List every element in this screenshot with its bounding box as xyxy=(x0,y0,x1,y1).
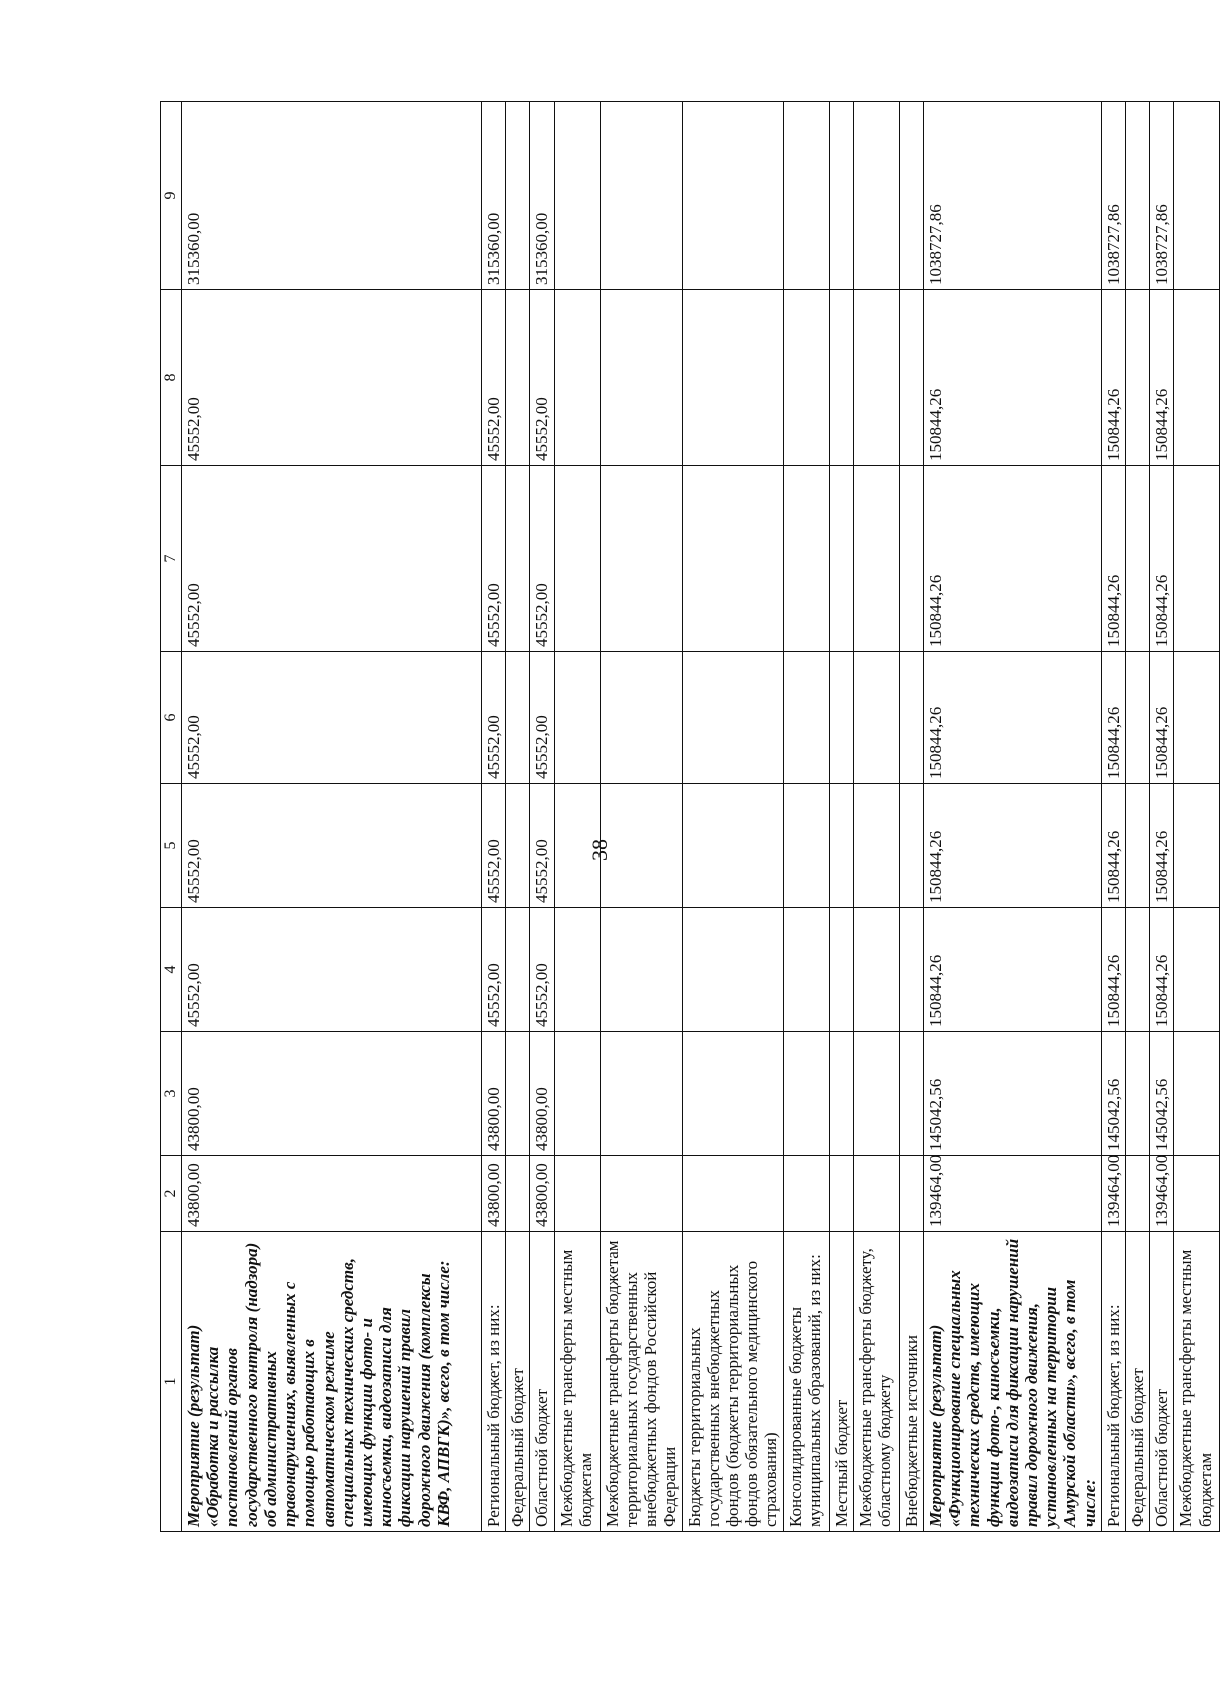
column-number-header: 9 xyxy=(161,102,182,290)
amount-cell xyxy=(829,1032,853,1156)
table-row xyxy=(1125,102,1149,1532)
amount-cell: 150844,26 xyxy=(923,652,1101,784)
budget-source-cell: Межбюджетные трансферты бюджету, областному бюджету xyxy=(853,1232,899,1532)
column-number-header: 4 xyxy=(161,908,182,1032)
amount-cell: 150844,26 xyxy=(1101,466,1125,652)
amount-cell: 150844,26 xyxy=(1150,784,1174,908)
amount-cell xyxy=(783,1156,829,1232)
amount-cell: 150844,26 xyxy=(1150,908,1174,1032)
amount-cell xyxy=(506,784,530,908)
amount-cell xyxy=(506,1156,530,1232)
amount-cell xyxy=(506,466,530,652)
budget-source-cell: Областной бюджет xyxy=(1150,1232,1174,1532)
amount-cell xyxy=(783,1032,829,1156)
amount-cell xyxy=(1125,102,1149,290)
amount-cell: 43800,00 xyxy=(482,1156,506,1232)
column-number-header: 2 xyxy=(161,1156,182,1232)
amount-cell xyxy=(899,102,923,290)
amount-cell xyxy=(829,784,853,908)
amount-cell: 45552,00 xyxy=(182,466,482,652)
amount-cell xyxy=(899,652,923,784)
budget-source-cell: Региональный бюджет, из них: xyxy=(482,1232,506,1532)
amount-cell xyxy=(600,652,682,784)
amount-cell xyxy=(829,466,853,652)
amount-cell xyxy=(829,1156,853,1232)
budget-source-cell: Федеральный бюджет xyxy=(1125,1232,1149,1532)
amount-cell xyxy=(783,908,829,1032)
budget-source-cell: Внебюджетные источники xyxy=(899,1232,923,1532)
amount-cell: 150844,26 xyxy=(1150,466,1174,652)
amount-cell xyxy=(829,652,853,784)
amount-cell xyxy=(554,1032,600,1156)
amount-cell xyxy=(853,652,899,784)
amount-cell xyxy=(783,652,829,784)
amount-cell: 150844,26 xyxy=(923,466,1101,652)
amount-cell: 45552,00 xyxy=(182,784,482,908)
amount-cell xyxy=(1174,102,1220,290)
column-number-header: 3 xyxy=(161,1032,182,1156)
amount-cell xyxy=(829,290,853,466)
amount-cell: 315360,00 xyxy=(530,102,554,290)
amount-cell xyxy=(682,652,783,784)
amount-cell xyxy=(600,102,682,290)
table-row xyxy=(923,102,1101,1532)
page-number: 38 xyxy=(587,839,612,861)
budget-source-cell: Межбюджетные трансферты местным бюджетам xyxy=(1174,1232,1220,1532)
budget-table xyxy=(160,101,1220,1532)
amount-cell: 150844,26 xyxy=(1101,784,1125,908)
amount-cell xyxy=(829,908,853,1032)
amount-cell: 150844,26 xyxy=(923,908,1101,1032)
amount-cell: 45552,00 xyxy=(530,652,554,784)
amount-cell xyxy=(1125,466,1149,652)
table-row xyxy=(600,102,682,1532)
amount-cell xyxy=(1125,290,1149,466)
amount-cell: 45552,00 xyxy=(482,908,506,1032)
amount-cell xyxy=(554,466,600,652)
amount-cell: 1038727,86 xyxy=(923,102,1101,290)
amount-cell xyxy=(554,784,600,908)
table-row xyxy=(554,102,600,1532)
amount-cell xyxy=(1125,1156,1149,1232)
amount-cell: 45552,00 xyxy=(182,290,482,466)
amount-cell xyxy=(1174,1156,1220,1232)
column-number-header: 8 xyxy=(161,290,182,466)
amount-cell: 45552,00 xyxy=(182,652,482,784)
budget-source-cell: Консолидированные бюджеты муниципальных образований, из них: xyxy=(783,1232,829,1532)
budget-source-cell: Межбюджетные трансферты бюджетам территориальных государственных внебюджетных фондов Российской Федерации xyxy=(600,1232,682,1532)
table-row xyxy=(530,102,554,1532)
amount-cell xyxy=(600,290,682,466)
amount-cell xyxy=(1125,1032,1149,1156)
amount-cell xyxy=(506,652,530,784)
amount-cell xyxy=(506,102,530,290)
amount-cell xyxy=(1125,652,1149,784)
amount-cell: 150844,26 xyxy=(923,784,1101,908)
amount-cell xyxy=(899,1032,923,1156)
amount-cell: 150844,26 xyxy=(1150,290,1174,466)
amount-cell: 45552,00 xyxy=(530,466,554,652)
amount-cell xyxy=(1125,908,1149,1032)
amount-cell xyxy=(899,290,923,466)
amount-cell xyxy=(1174,466,1220,652)
table-row xyxy=(1101,102,1125,1532)
column-number-header: 7 xyxy=(161,466,182,652)
table-row xyxy=(783,102,829,1532)
amount-cell xyxy=(853,1032,899,1156)
measure-title-cell: Мероприятие (результат) «Обработка и рассылка постановлений органов государственного контроля (надзора) об административных правонарушениях, выявленных с помощью работающих в автоматическом режиме специальных технических средств, имеющих функции фото- и киносъемки, видеозаписи для фиксации нарушений правил дорожного движения (комплексы КВФ, АПВГК)», всего, в том числе: xyxy=(182,1232,482,1532)
rotated-table-container xyxy=(160,102,1215,1532)
amount-cell xyxy=(600,784,682,908)
amount-cell xyxy=(783,102,829,290)
table-row xyxy=(506,102,530,1532)
amount-cell xyxy=(853,784,899,908)
amount-cell: 45552,00 xyxy=(530,908,554,1032)
amount-cell: 43800,00 xyxy=(182,1156,482,1232)
amount-cell xyxy=(899,466,923,652)
amount-cell xyxy=(899,908,923,1032)
amount-cell xyxy=(1174,908,1220,1032)
amount-cell: 150844,26 xyxy=(1101,290,1125,466)
column-number-header: 1 xyxy=(161,1232,182,1532)
amount-cell: 45552,00 xyxy=(182,908,482,1032)
amount-cell xyxy=(682,1032,783,1156)
budget-source-cell: Региональный бюджет, из них: xyxy=(1101,1232,1125,1532)
amount-cell: 145042,56 xyxy=(1101,1032,1125,1156)
amount-cell xyxy=(600,1156,682,1232)
amount-cell: 45552,00 xyxy=(530,784,554,908)
amount-cell xyxy=(682,102,783,290)
budget-source-cell: Областной бюджет xyxy=(530,1232,554,1532)
table-body xyxy=(161,102,1220,1532)
amount-cell xyxy=(899,784,923,908)
amount-cell: 43800,00 xyxy=(530,1032,554,1156)
amount-cell xyxy=(554,908,600,1032)
amount-cell: 145042,56 xyxy=(1150,1032,1174,1156)
table-row xyxy=(182,102,482,1532)
table-row xyxy=(853,102,899,1532)
amount-cell: 145042,56 xyxy=(923,1032,1101,1156)
amount-cell: 45552,00 xyxy=(482,290,506,466)
amount-cell: 43800,00 xyxy=(182,1032,482,1156)
amount-cell xyxy=(853,466,899,652)
budget-source-cell: Федеральный бюджет xyxy=(506,1232,530,1532)
amount-cell xyxy=(853,1156,899,1232)
table-row xyxy=(899,102,923,1532)
amount-cell: 45552,00 xyxy=(530,290,554,466)
amount-cell: 43800,00 xyxy=(530,1156,554,1232)
amount-cell: 139464,00 xyxy=(1150,1156,1174,1232)
amount-cell: 150844,26 xyxy=(1101,652,1125,784)
amount-cell: 150844,26 xyxy=(1101,908,1125,1032)
amount-cell: 150844,26 xyxy=(1150,652,1174,784)
amount-cell: 139464,00 xyxy=(923,1156,1101,1232)
budget-source-cell: Местный бюджет xyxy=(829,1232,853,1532)
amount-cell xyxy=(554,652,600,784)
amount-cell xyxy=(1174,652,1220,784)
column-number-header: 5 xyxy=(161,784,182,908)
amount-cell: 1038727,86 xyxy=(1150,102,1174,290)
amount-cell xyxy=(600,908,682,1032)
amount-cell xyxy=(554,102,600,290)
amount-cell xyxy=(682,290,783,466)
amount-cell: 150844,26 xyxy=(923,290,1101,466)
amount-cell xyxy=(853,102,899,290)
amount-cell xyxy=(600,466,682,652)
amount-cell xyxy=(682,466,783,652)
amount-cell: 43800,00 xyxy=(482,1032,506,1156)
amount-cell: 45552,00 xyxy=(482,784,506,908)
table-row xyxy=(1174,102,1220,1532)
table-row xyxy=(682,102,783,1532)
amount-cell xyxy=(682,784,783,908)
amount-cell xyxy=(506,908,530,1032)
table-row xyxy=(1150,102,1174,1532)
amount-cell xyxy=(853,908,899,1032)
amount-cell xyxy=(1174,1032,1220,1156)
amount-cell: 315360,00 xyxy=(182,102,482,290)
amount-cell xyxy=(1125,784,1149,908)
table-row xyxy=(482,102,506,1532)
amount-cell xyxy=(682,1156,783,1232)
budget-source-cell: Межбюджетные трансферты местным бюджетам xyxy=(554,1232,600,1532)
table-row xyxy=(829,102,853,1532)
amount-cell: 315360,00 xyxy=(482,102,506,290)
measure-title-cell: Мероприятие (результат) «Функционирование специальных технических средств, имеющих функции фото-, киносъемки, видеозаписи для фиксации нарушений правил дорожного движения, установленных на территории Амурской области», всего, в том числе: xyxy=(923,1232,1101,1532)
amount-cell: 1038727,86 xyxy=(1101,102,1125,290)
amount-cell xyxy=(783,290,829,466)
amount-cell: 45552,00 xyxy=(482,652,506,784)
amount-cell xyxy=(783,466,829,652)
amount-cell xyxy=(1174,784,1220,908)
column-number-header: 6 xyxy=(161,652,182,784)
amount-cell xyxy=(899,1156,923,1232)
table-header-row xyxy=(161,102,182,1532)
amount-cell: 139464,00 xyxy=(1101,1156,1125,1232)
amount-cell xyxy=(829,102,853,290)
amount-cell xyxy=(783,784,829,908)
amount-cell xyxy=(554,1156,600,1232)
amount-cell xyxy=(682,908,783,1032)
amount-cell: 45552,00 xyxy=(482,466,506,652)
amount-cell xyxy=(853,290,899,466)
amount-cell xyxy=(506,1032,530,1156)
amount-cell xyxy=(506,290,530,466)
budget-source-cell: Бюджеты территориальных государственных внебюджетных фондов (бюджеты территориальных фондов обязательного медицинского страхования) xyxy=(682,1232,783,1532)
amount-cell xyxy=(1174,290,1220,466)
amount-cell xyxy=(600,1032,682,1156)
amount-cell xyxy=(554,290,600,466)
